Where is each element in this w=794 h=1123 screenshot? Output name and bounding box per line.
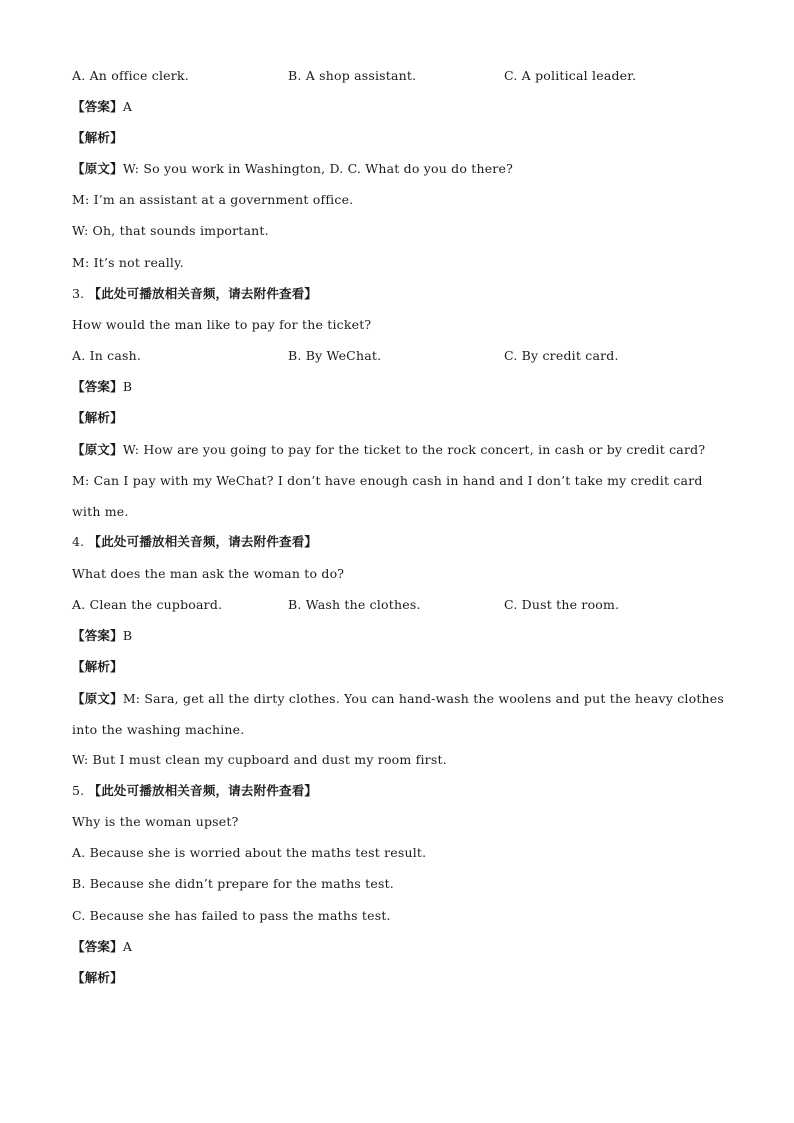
- q3-transcript-line: [72, 434, 732, 465]
- q3-options: [72, 346, 732, 377]
- q4-option-a: A. Clean the cupboard.: [72, 596, 223, 612]
- q4-heading: [72, 532, 732, 563]
- q4-options: [72, 595, 732, 626]
- q2-analysis: [72, 128, 732, 159]
- q4-transcript-line: [72, 683, 732, 745]
- audio-note: 【此处可播放相关音频，请去附件查看】: [88, 783, 318, 799]
- answer-label: 【答案】: [72, 627, 123, 643]
- q3-answer: [72, 377, 732, 408]
- audio-note: 【此处可播放相关音频，请去附件查看】: [88, 534, 318, 550]
- answer-value: B: [122, 378, 133, 394]
- q3-transcript-line: M: Can I pay with my WeChat? I don’t have enough cash in hand and I don’t take my credit card with me.: [72, 473, 703, 520]
- question-number: 3.: [72, 285, 85, 301]
- q5-option-a: A. Because she is worried about the maths test result.: [72, 845, 427, 861]
- q4-option-b: B. Wash the clothes.: [288, 596, 421, 612]
- answer-label: 【答案】: [72, 938, 123, 954]
- q4-option-c: C. Dust the room.: [504, 596, 620, 612]
- q5-heading: [72, 781, 732, 812]
- answer-value: A: [122, 938, 133, 954]
- analysis-label: 【解析】: [72, 130, 123, 146]
- q2-option-a: A. An office clerk.: [72, 68, 189, 83]
- analysis-label: 【解析】: [72, 410, 123, 426]
- document-page: [72, 66, 732, 999]
- transcript-text: M: Sara, get all the dirty clothes. You can hand-wash the woolens and put the heavy clothes into the washing machine.: [72, 690, 725, 737]
- q2-options: [72, 66, 732, 97]
- analysis-label: 【解析】: [72, 969, 123, 985]
- q4-answer: [72, 626, 732, 657]
- q3-option-c: C. By credit card.: [504, 347, 619, 363]
- answer-label: 【答案】: [72, 378, 123, 394]
- q2-option-b: B. A shop assistant.: [288, 68, 417, 83]
- q3-option-b: B. By WeChat.: [288, 347, 382, 363]
- q2-option-c: C. A political leader.: [504, 68, 637, 83]
- q4-transcript-line: W: But I must clean my cupboard and dust my room first.: [72, 752, 447, 768]
- transcript-text: W: How are you going to pay for the ticket to the rock concert, in cash or by credit card?: [122, 442, 706, 458]
- q4-question: What does the man ask the woman to do?: [72, 565, 345, 581]
- q5-question: Why is the woman upset?: [72, 814, 239, 830]
- q3-question: How would the man like to pay for the ticket?: [72, 316, 372, 332]
- analysis-label: 【解析】: [72, 658, 123, 674]
- q2-answer: [72, 97, 732, 128]
- audio-note: 【此处可播放相关音频，请去附件查看】: [88, 285, 318, 301]
- question-number: 4.: [72, 534, 85, 550]
- q3-heading: [72, 284, 732, 315]
- q2-transcript-line: W: Oh, that sounds important.: [72, 223, 269, 239]
- q2-transcript-line: M: It’s not really.: [72, 254, 184, 270]
- q5-answer: [72, 937, 732, 968]
- q2-transcript-line: [72, 159, 732, 190]
- transcript-label: 【原文】: [72, 442, 123, 458]
- transcript-label: 【原文】: [72, 690, 123, 706]
- q3-option-a: A. In cash.: [72, 347, 142, 363]
- q5-option-b: B. Because she didn’t prepare for the maths test.: [72, 876, 394, 892]
- transcript-label: 【原文】: [72, 161, 123, 177]
- answer-value: B: [122, 627, 133, 643]
- transcript-text: W: So you work in Washington, D. C. What do you do there?: [122, 161, 513, 177]
- answer-label: 【答案】: [72, 99, 123, 115]
- question-number: 5.: [72, 783, 85, 799]
- q2-transcript-line: M: I’m an assistant at a government office.: [72, 192, 354, 208]
- q5-option-c: C. Because she has failed to pass the maths test.: [72, 907, 391, 923]
- answer-value: A: [122, 99, 133, 115]
- q5-analysis: [72, 968, 732, 999]
